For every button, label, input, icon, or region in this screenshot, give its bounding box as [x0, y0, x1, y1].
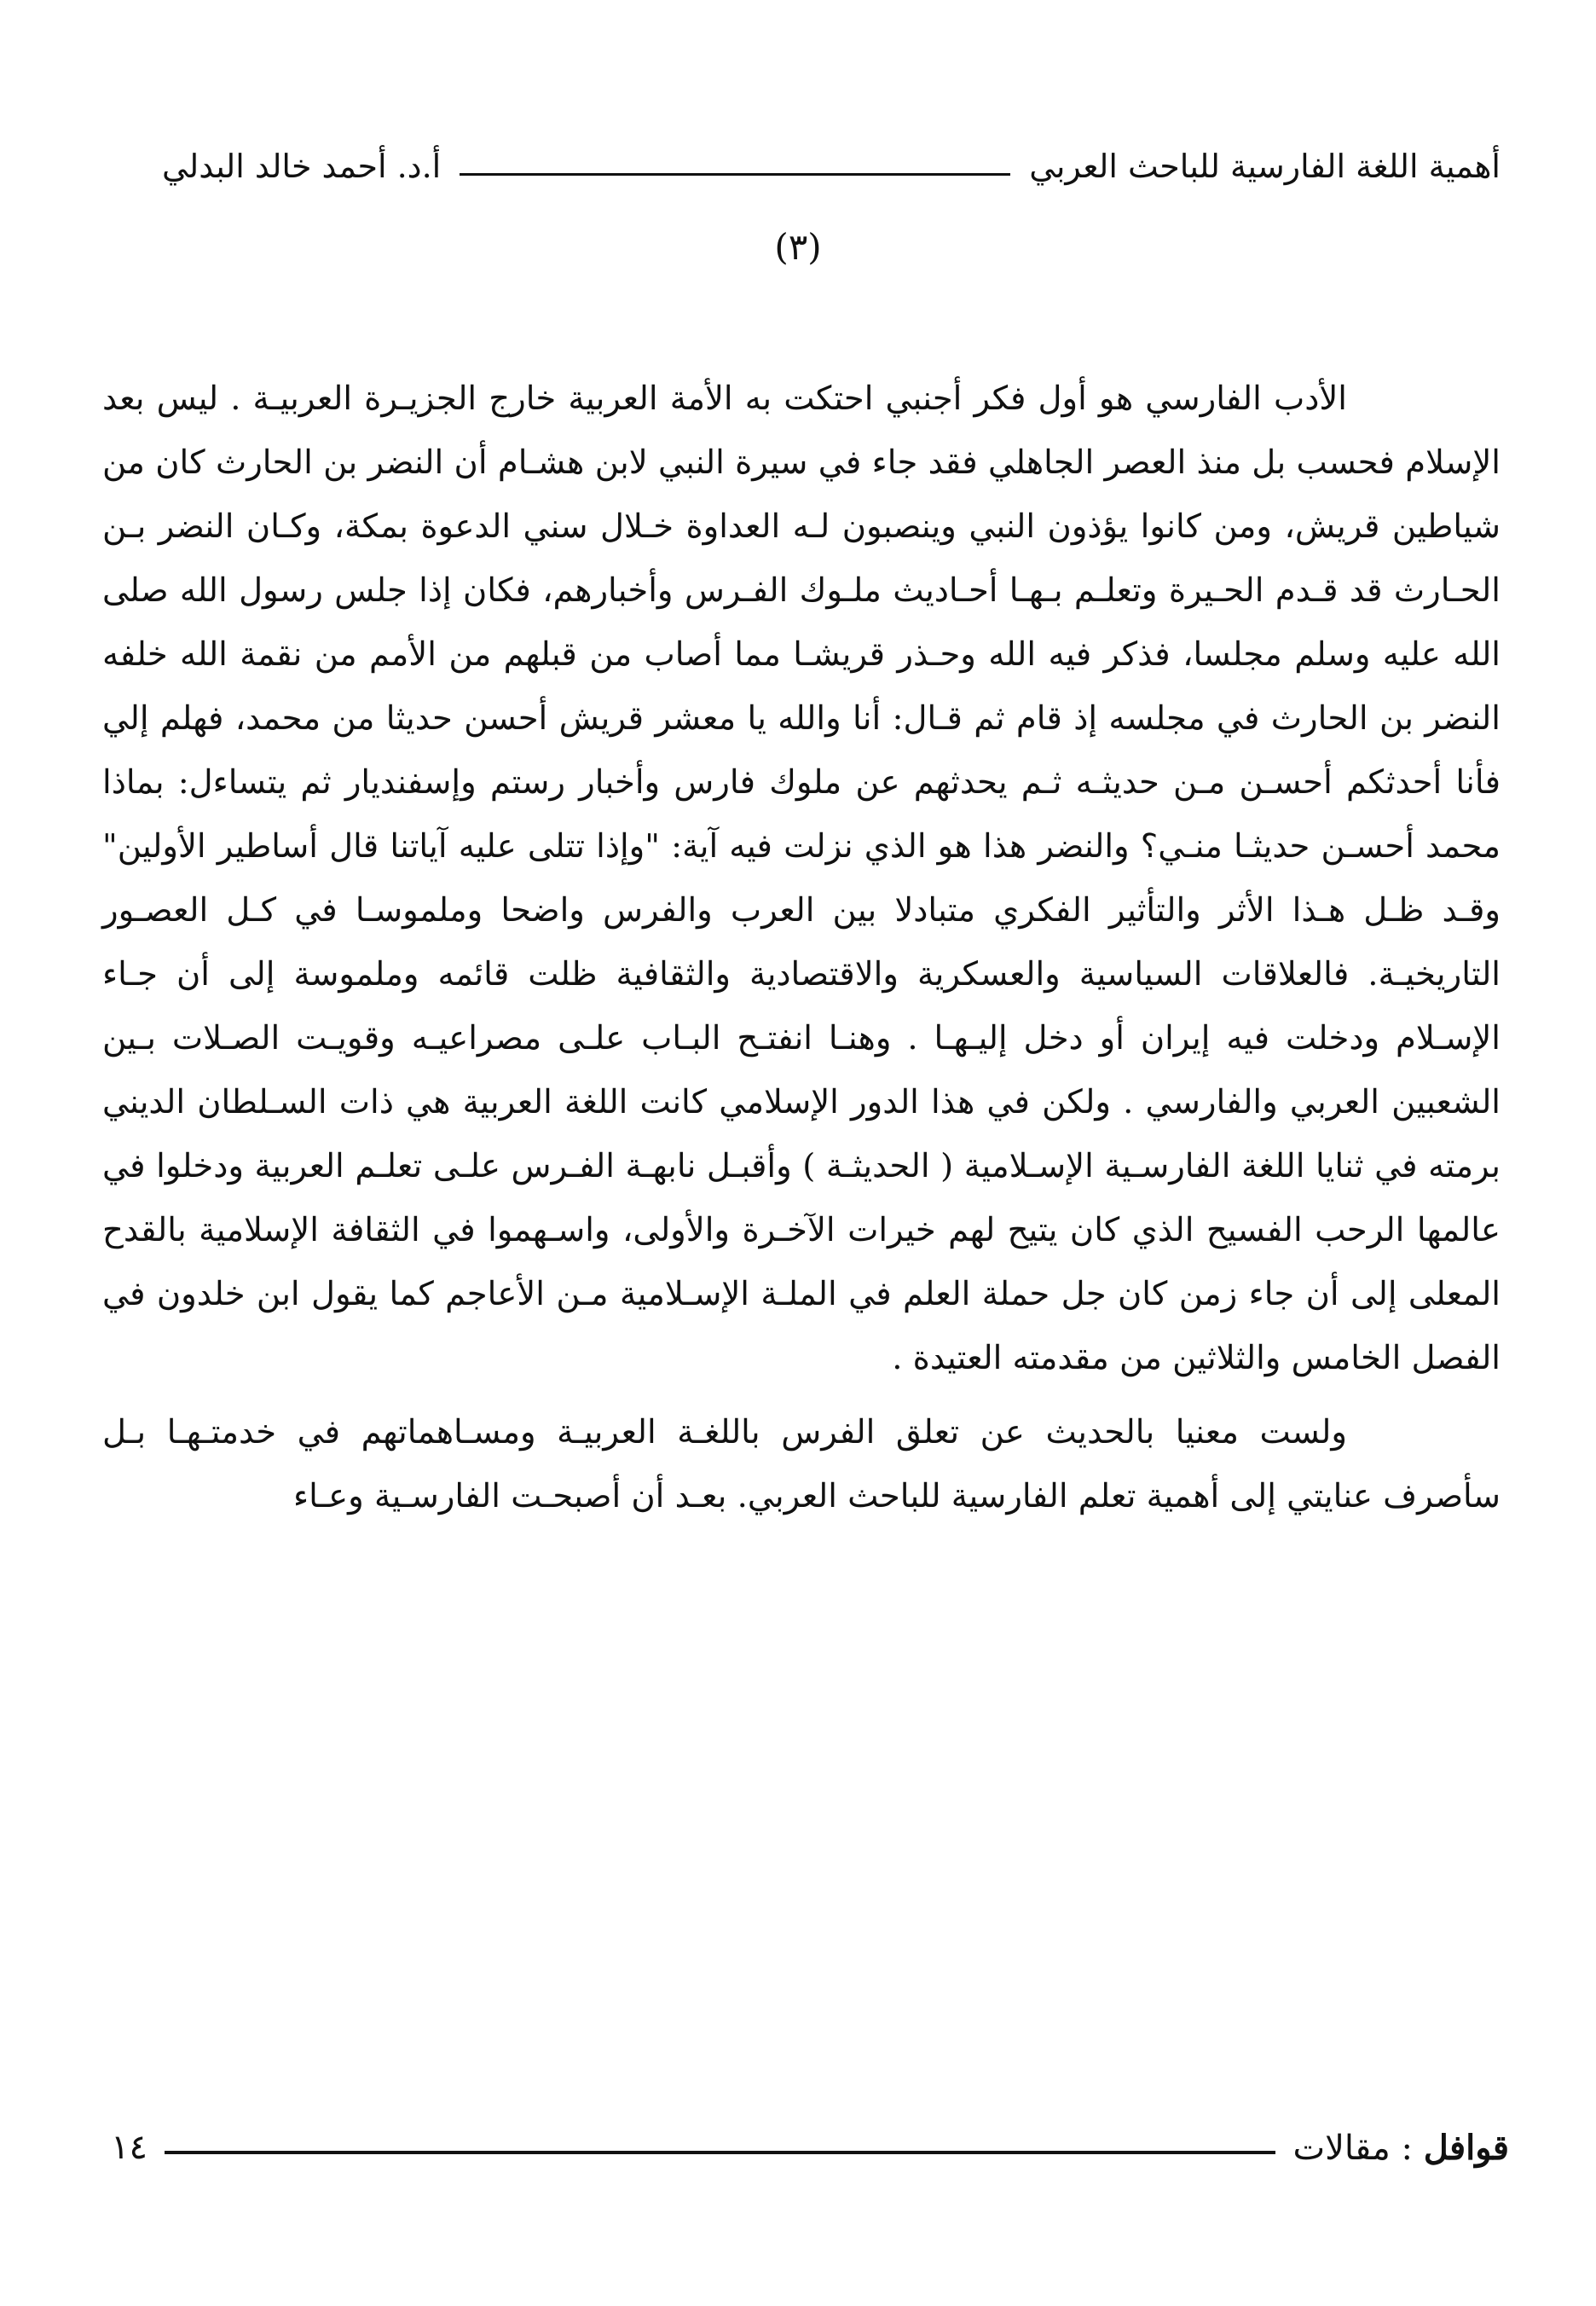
page-number: ١٤ [111, 2128, 147, 2167]
section-number: (٣) [774, 226, 822, 268]
journal-label [1292, 2128, 1509, 2168]
header-author: أ.د. أحمد خالد البدلي [162, 148, 442, 185]
running-footer [111, 2113, 1509, 2181]
paragraph: الأدب الفارسي هو أول فكر أجنبي احتكت به الأمة العربية خارج الجزيـرة العربيـة . ليس بعد الإسلام فحسب بل منذ العصر الجاهلي فقد جاء في سيرة النبي لابن هشـام أن النضر بن الحارث كان من شياطين قريش، ومن كانوا يؤذون النبي وينصبون لـه العداوة خـلال سني الدعوة بمكة، وكـان النضر بـن الحـارث قد قـدم الحـيرة وتعلـم بـهـا أحـاديث ملـوك الفـرس وأخبارهم، فكان إذا جلس رسول الله صلى الله عليه وسلم مجلسا، فذكر فيه الله وحـذر قريشـا مما أصاب من قبلهم من الأمم من نقمة الله خلفه النضر بن الحارث في مجلسه إذ قام ثم قـال: أنا والله يا معشر قريش أحسن حديثا من محمد، فهلم إلي فأنا أحدثكم أحسـن مـن حديثـه ثـم يحدثهم عن ملوك فارس وأخبار رستم وإسفنديار ثم يتساءل: بماذا محمد أحسـن حديثـا منـي؟ والنضر هذا هو الذي نزلت فيه آية: "وإذا تتلى عليه آياتنا قال أساطير الأولين" وقـد ظـل هـذا الأثر والتأثير الفكري متبادلا بين العرب والفرس واضحا وملموسـا في كـل العصـور التاريخيـة. فالعلاقات السياسية والعسكرية والاقتصادية والثقافية ظلت قائمه وملموسة إلى أن جـاء الإسـلام ودخلت فيه إيران أو دخل إليـهـا . وهنـا انفتـح البـاب علـى مصراعيـه وقويـت الصـلات بـين الشعبين العربي والفارسي . ولكن في هذا الدور الإسلامي كانت اللغة العربية هي ذات السـلطان الديني برمته في ثنايا اللغة الفارسـية الإسـلامية ( الحديثـة ) وأقبـل نابهـة الفـرس علـى تعلـم العربية ودخلوا في عالمها الرحب الفسيح الذي كان يتيح لهم خيرات الآخـرة والأولى، واسـهموا في الثقافة الإسلامية بالقدح المعلى إلى أن جاء زمن كان جل حملة العلم في الملـة الإسـلامية مـن الأعاجم كما يقول ابن خلدون في الفصل الخامس والثلاثين من مقدمته العتيدة . [102, 380, 1501, 1377]
journal-name: قوافل [1423, 2127, 1509, 2168]
footer-rule [165, 2151, 1275, 2154]
header-rule [460, 173, 1010, 176]
journal-section: : مقالات [1292, 2128, 1413, 2168]
running-header [162, 128, 1501, 205]
paragraph: ولست معنيا بالحديث عن تعلق الفرس باللغـة العربيـة ومسـاهماتهم في خدمتـهـا بـل سأصرف عنايتي إلى أهمية تعلم الفارسية للباحث العربي. بعـد أن أصبحـت الفارسـية وعـاء [102, 1413, 1501, 1515]
article-body [102, 367, 1501, 1528]
header-title: أهمية اللغة الفارسية للباحث العربي [1029, 148, 1501, 185]
